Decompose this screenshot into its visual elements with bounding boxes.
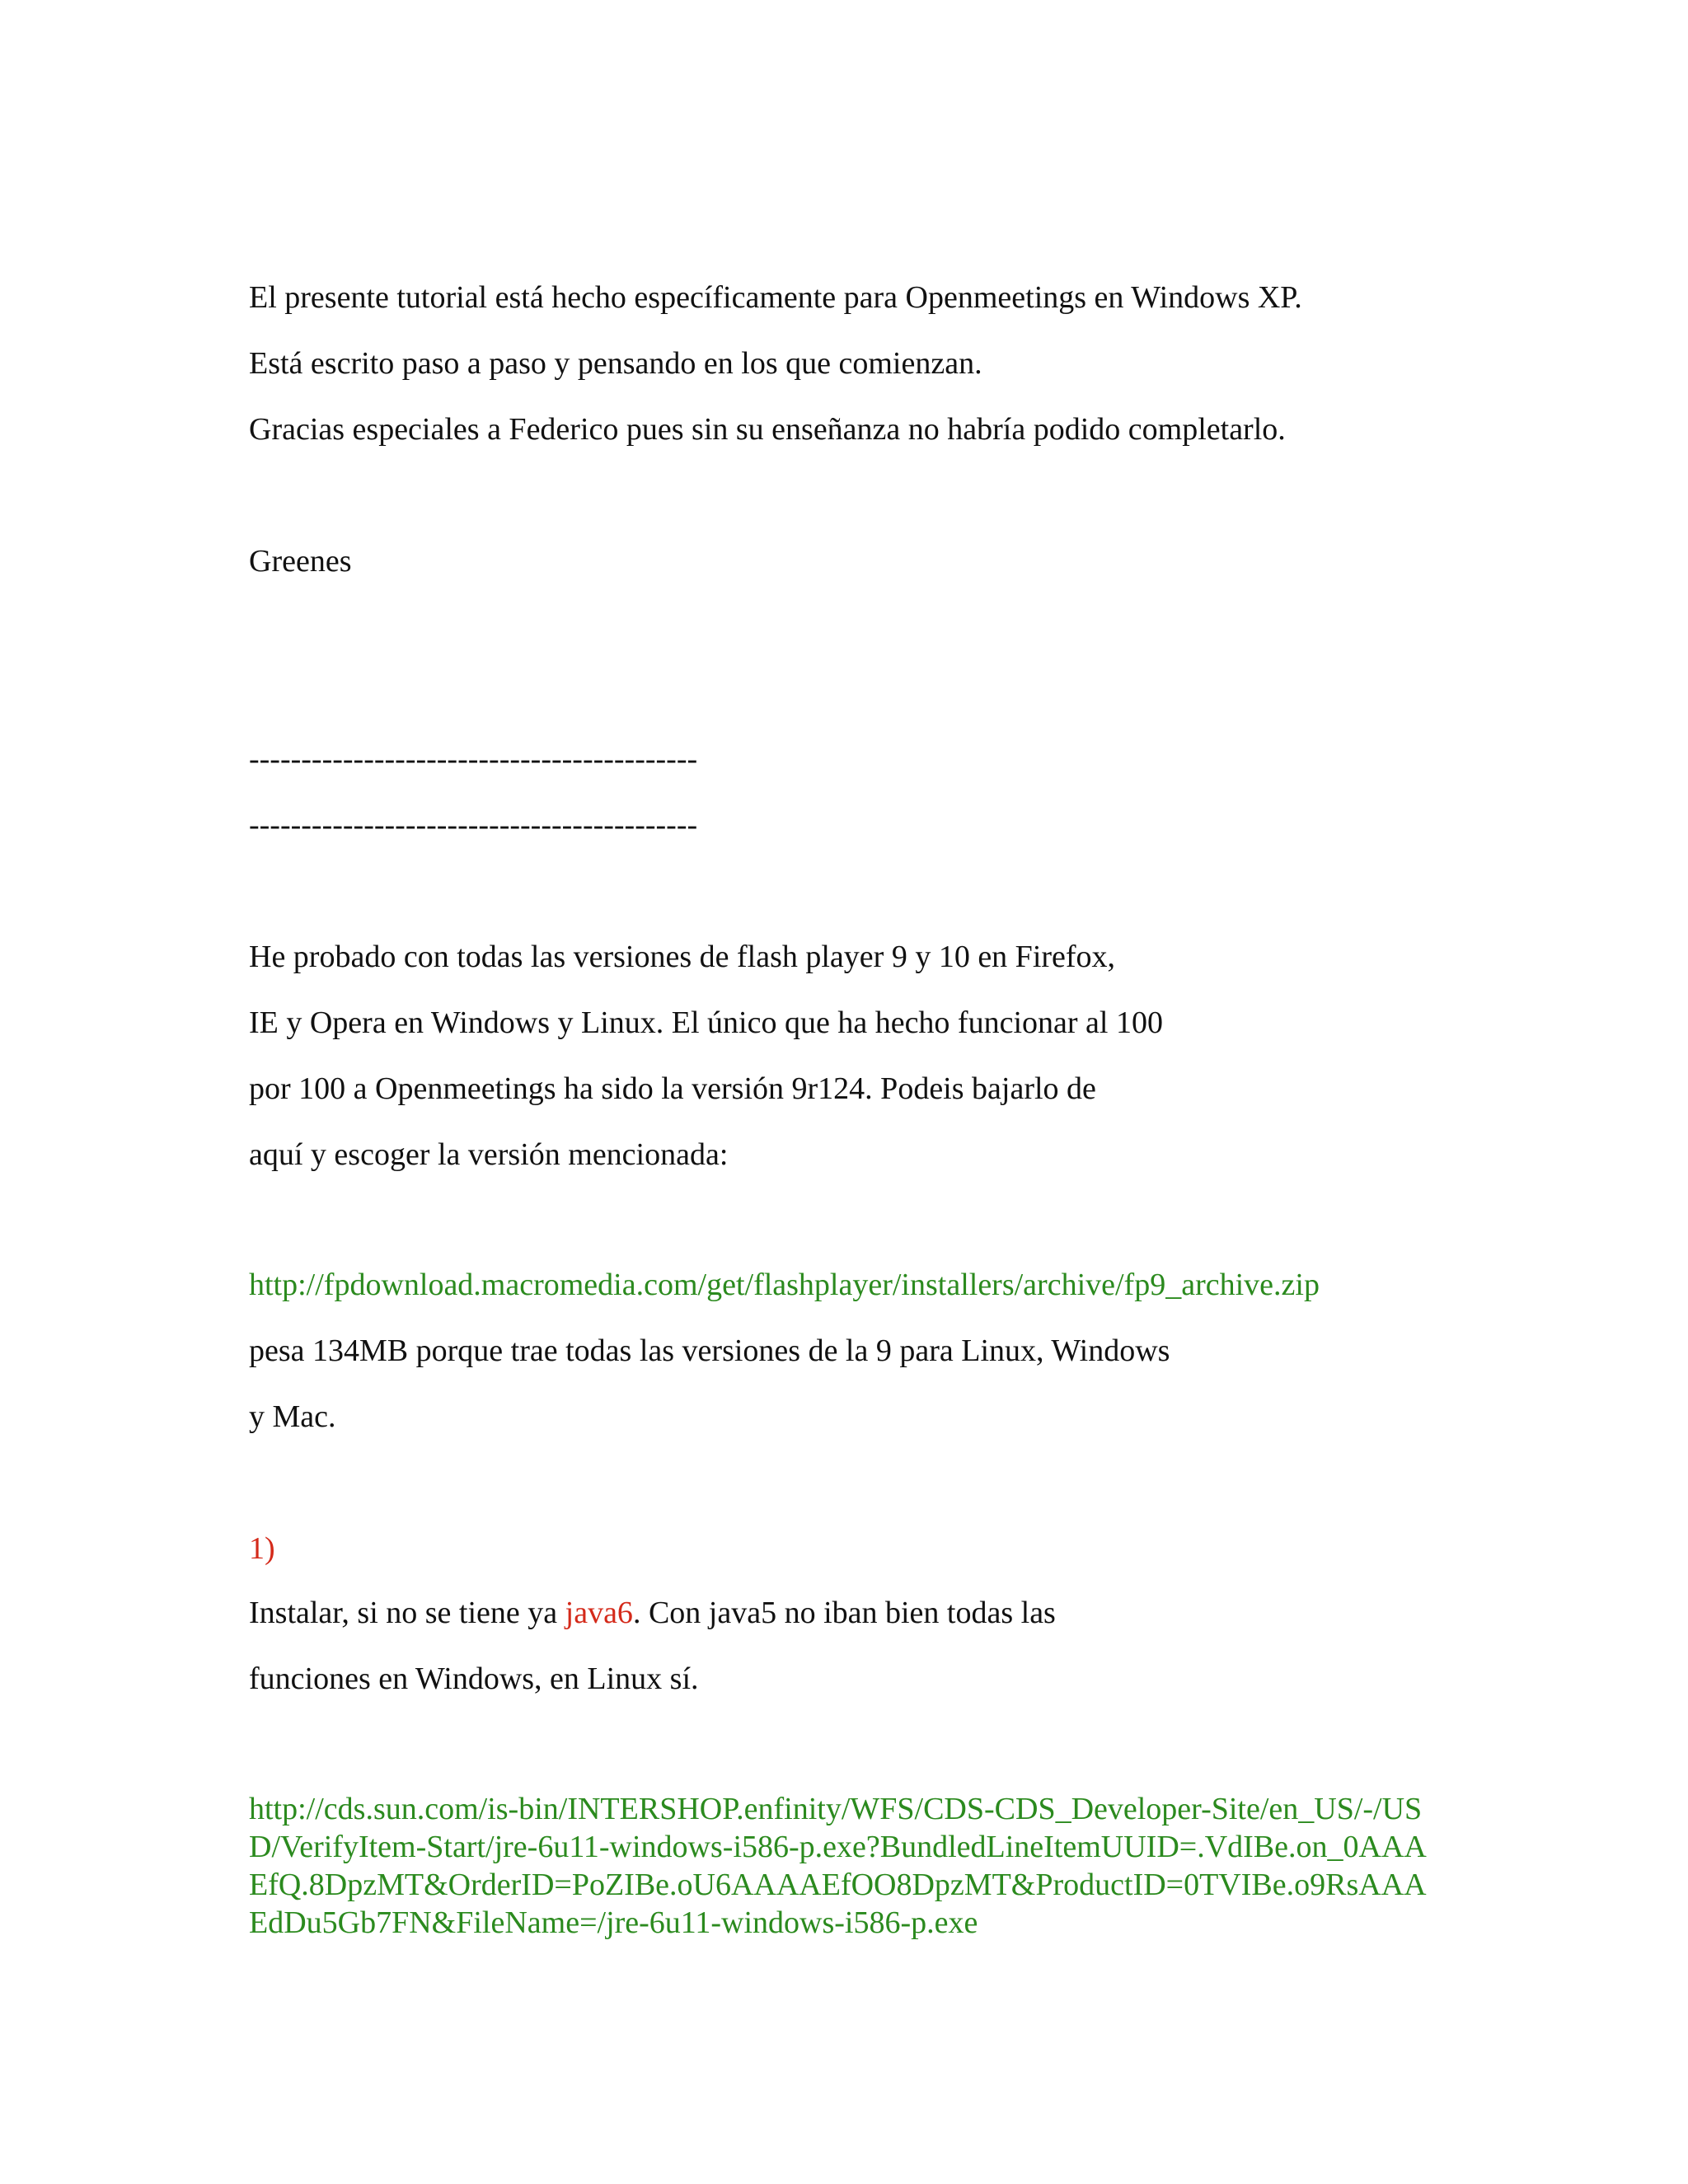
- step-1-line-1: [249, 1594, 1056, 1632]
- intro-line-3: Gracias especiales a Federico pues sin su enseñanza no habría podido completarlo.: [249, 412, 1286, 447]
- step-1-line-2: funciones en Windows, en Linux sí.: [249, 1661, 699, 1696]
- java6-highlight: java6: [565, 1596, 633, 1630]
- separator-1: -------------------------------------------: [249, 742, 698, 776]
- intro-line-1: El presente tutorial está hecho específicamente para Openmeetings en Windows XP.: [249, 280, 1302, 315]
- flash-after-line-1: pesa 134MB porque trae todas las versiones de la 9 para Linux, Windows: [249, 1333, 1170, 1368]
- flash-line-1: He probado con todas las versiones de flash player 9 y 10 en Firefox,: [249, 940, 1116, 974]
- separator-2: -------------------------------------------: [249, 808, 698, 842]
- flash-download-link[interactable]: http://fpdownload.macromedia.com/get/flashplayer/installers/archive/fp9_archive.zip: [249, 1268, 1320, 1302]
- intro-line-2: Está escrito paso a paso y pensando en los que comienzan.: [249, 346, 982, 381]
- flash-line-3: por 100 a Openmeetings ha sido la versión 9r124. Podeis bajarlo de: [249, 1071, 1096, 1106]
- step-1-text-after: . Con java5 no iban bien todas las: [632, 1596, 1056, 1630]
- signature: Greenes: [249, 544, 352, 579]
- flash-line-2: IE y Opera en Windows y Linux. El único que ha hecho funcionar al 100: [249, 1005, 1163, 1040]
- flash-after-line-2: y Mac.: [249, 1399, 336, 1434]
- flash-line-4: aquí y escoger la versión mencionada:: [249, 1137, 729, 1172]
- step-1-number: 1): [249, 1531, 275, 1566]
- step-1-text-before: Instalar, si no se tiene ya: [249, 1596, 565, 1630]
- java-download-link[interactable]: http://cds.sun.com/is-bin/INTERSHOP.enfinity/WFS/CDS-CDS_Developer-Site/en_US/-/USD/VerifyItem-Start/jre-6u11-windows-i586-p.exe?BundledLineItemUUID=.VdIBe.on_0AAAEfQ.8DpzMT&OrderID=PoZIBe.oU6AAAAEfOO8DpzMT&ProductID=0TVIBe.o9RsAAAEdDu5Gb7FN&FileName=/jre-6u11-windows-i586-p.exe: [249, 1792, 1427, 1940]
